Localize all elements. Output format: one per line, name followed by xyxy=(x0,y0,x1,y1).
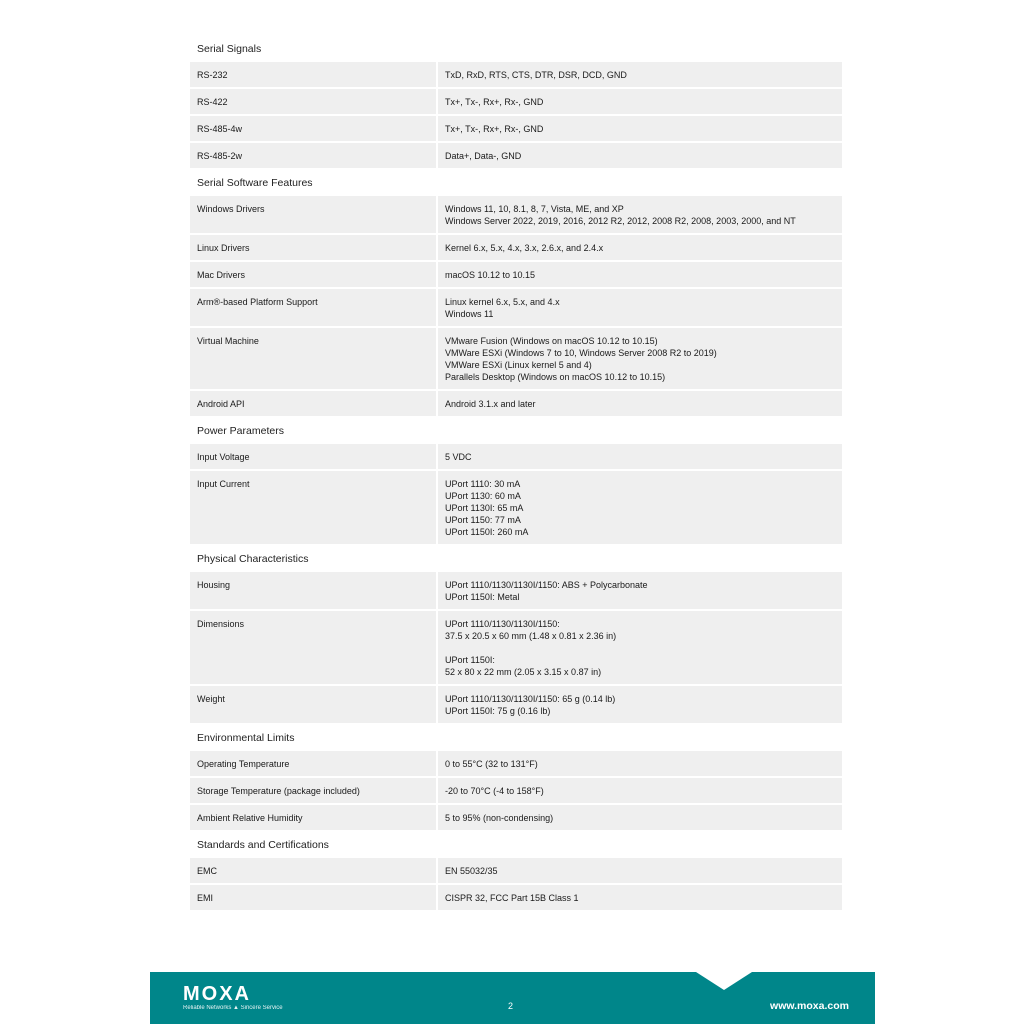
spec-value-line: UPort 1130I: 65 mA xyxy=(445,503,524,513)
spec-row xyxy=(190,262,842,287)
section-heading: Environmental Limits xyxy=(197,732,295,744)
spec-value xyxy=(438,778,842,803)
spec-section xyxy=(190,36,842,168)
spec-value-line: TxD, RxD, RTS, CTS, DTR, DSR, DCD, GND xyxy=(445,70,627,80)
spec-value xyxy=(438,328,842,389)
spec-label: Storage Temperature (package included) xyxy=(190,778,436,803)
spec-section xyxy=(190,546,842,723)
spec-value xyxy=(438,885,842,910)
logo-tagline: Reliable Networks ▲ Sincere Service xyxy=(183,1005,283,1011)
spec-section xyxy=(190,418,842,544)
spec-row xyxy=(190,611,842,684)
spec-value-line: Windows 11, 10, 8.1, 8, 7, Vista, ME, and XP xyxy=(445,204,624,214)
spec-label: Mac Drivers xyxy=(190,262,436,287)
spec-label: RS-232 xyxy=(190,62,436,87)
spec-label: Ambient Relative Humidity xyxy=(190,805,436,830)
spec-label: EMI xyxy=(190,885,436,910)
spec-value xyxy=(438,751,842,776)
section-heading: Power Parameters xyxy=(197,425,284,437)
spec-value xyxy=(438,858,842,883)
spec-value xyxy=(438,289,842,326)
spec-row xyxy=(190,143,842,168)
spec-value xyxy=(438,196,842,233)
page-footer xyxy=(150,972,875,1024)
spec-value-line: Android 3.1.x and later xyxy=(445,399,536,409)
spec-row xyxy=(190,686,842,723)
footer-notch-decoration xyxy=(696,972,752,990)
section-heading: Standards and Certifications xyxy=(197,839,329,851)
spec-row xyxy=(190,116,842,141)
section-heading: Serial Signals xyxy=(197,43,262,55)
spec-value-line: VMWare ESXi (Linux kernel 5 and 4) xyxy=(445,360,592,370)
spec-value-line: Tx+, Tx-, Rx+, Rx-, GND xyxy=(445,124,544,134)
spec-value-line: UPort 1130: 60 mA xyxy=(445,491,521,501)
spec-value xyxy=(438,444,842,469)
spec-value-line: VMware Fusion (Windows on macOS 10.12 to 10.15) xyxy=(445,336,658,346)
spec-value xyxy=(438,471,842,544)
spec-value xyxy=(438,572,842,609)
spec-row xyxy=(190,89,842,114)
spec-label: Android API xyxy=(190,391,436,416)
spec-label: Arm®-based Platform Support xyxy=(190,289,436,326)
spec-section xyxy=(190,725,842,830)
spec-value xyxy=(438,89,842,114)
spec-value-line: VMWare ESXi (Windows 7 to 10, Windows Server 2008 R2 to 2019) xyxy=(445,348,717,358)
spec-value-line: EN 55032/35 xyxy=(445,866,498,876)
spec-value-line: UPort 1150I: Metal xyxy=(445,592,520,602)
spec-row xyxy=(190,858,842,883)
spec-label: Housing xyxy=(190,572,436,609)
website-link[interactable]: www.moxa.com xyxy=(770,1000,849,1012)
spec-row xyxy=(190,751,842,776)
spec-value xyxy=(438,686,842,723)
spec-value-line: 37.5 x 20.5 x 60 mm (1.48 x 0.81 x 2.36 in) xyxy=(445,631,617,641)
spec-row xyxy=(190,196,842,233)
spec-row xyxy=(190,62,842,87)
spec-value-line: UPort 1150: 77 mA xyxy=(445,515,521,525)
spec-value-line: UPort 1150I: xyxy=(445,655,495,665)
spec-value xyxy=(438,143,842,168)
spec-label: Virtual Machine xyxy=(190,328,436,389)
spec-document xyxy=(190,36,842,912)
spec-value xyxy=(438,116,842,141)
section-heading: Physical Characteristics xyxy=(197,553,309,565)
spec-value-line: UPort 1150I: 260 mA xyxy=(445,527,529,537)
logo-wordmark: MOXA xyxy=(183,983,251,1005)
spec-row xyxy=(190,444,842,469)
spec-value-line: 5 to 95% (non-condensing) xyxy=(445,813,554,823)
spec-row xyxy=(190,471,842,544)
spec-label: Input Current xyxy=(190,471,436,544)
spec-label: Weight xyxy=(190,686,436,723)
spec-value-line: 52 x 80 x 22 mm (2.05 x 3.15 x 0.87 in) xyxy=(445,667,602,677)
spec-value xyxy=(438,611,842,684)
spec-row xyxy=(190,289,842,326)
spec-value-line: macOS 10.12 to 10.15 xyxy=(445,270,536,280)
spec-value xyxy=(438,391,842,416)
spec-value-line: Windows Server 2022, 2019, 2016, 2012 R2, 2012, 2008 R2, 2008, 2003, 2000, and NT xyxy=(445,216,796,226)
spec-row xyxy=(190,328,842,389)
spec-value-line: Tx+, Tx-, Rx+, Rx-, GND xyxy=(445,97,544,107)
spec-value-line: 5 VDC xyxy=(445,452,472,462)
spec-label: RS-422 xyxy=(190,89,436,114)
section-heading: Serial Software Features xyxy=(197,177,313,189)
spec-value-line: UPort 1150I: 75 g (0.16 lb) xyxy=(445,706,551,716)
spec-label: Operating Temperature xyxy=(190,751,436,776)
spec-value xyxy=(438,62,842,87)
spec-value-line: Windows 11 xyxy=(445,309,494,319)
moxa-logo xyxy=(183,984,283,1013)
spec-value-line: Linux kernel 6.x, 5.x, and 4.x xyxy=(445,297,560,307)
spec-value xyxy=(438,235,842,260)
spec-value-line: UPort 1110/1130/1130I/1150: ABS + Polycarbonate xyxy=(445,580,648,590)
spec-value-line xyxy=(445,642,835,654)
spec-value-line: 0 to 55°C (32 to 131°F) xyxy=(445,759,538,769)
spec-row xyxy=(190,885,842,910)
spec-section xyxy=(190,832,842,910)
spec-row xyxy=(190,805,842,830)
spec-value-line: Parallels Desktop (Windows on macOS 10.12 to 10.15) xyxy=(445,372,666,382)
spec-value-line: -20 to 70°C (-4 to 158°F) xyxy=(445,786,544,796)
spec-row xyxy=(190,235,842,260)
spec-value-line: UPort 1110/1130/1130I/1150: xyxy=(445,619,560,629)
spec-label: RS-485-4w xyxy=(190,116,436,141)
spec-row xyxy=(190,778,842,803)
spec-section xyxy=(190,170,842,416)
spec-value xyxy=(438,805,842,830)
spec-value-line: UPort 1110/1130/1130I/1150: 65 g (0.14 lb) xyxy=(445,694,616,704)
spec-label: Windows Drivers xyxy=(190,196,436,233)
spec-row xyxy=(190,391,842,416)
spec-label: RS-485-2w xyxy=(190,143,436,168)
page-number: 2 xyxy=(508,1001,514,1011)
spec-value-line: Kernel 6.x, 5.x, 4.x, 3.x, 2.6.x, and 2.4.x xyxy=(445,243,604,253)
spec-value-line: UPort 1110: 30 mA xyxy=(445,479,521,489)
spec-label: EMC xyxy=(190,858,436,883)
spec-label: Dimensions xyxy=(190,611,436,684)
spec-value-line: CISPR 32, FCC Part 15B Class 1 xyxy=(445,893,579,903)
spec-value xyxy=(438,262,842,287)
spec-row xyxy=(190,572,842,609)
spec-value-line: Data+, Data-, GND xyxy=(445,151,522,161)
spec-label: Linux Drivers xyxy=(190,235,436,260)
spec-label: Input Voltage xyxy=(190,444,436,469)
